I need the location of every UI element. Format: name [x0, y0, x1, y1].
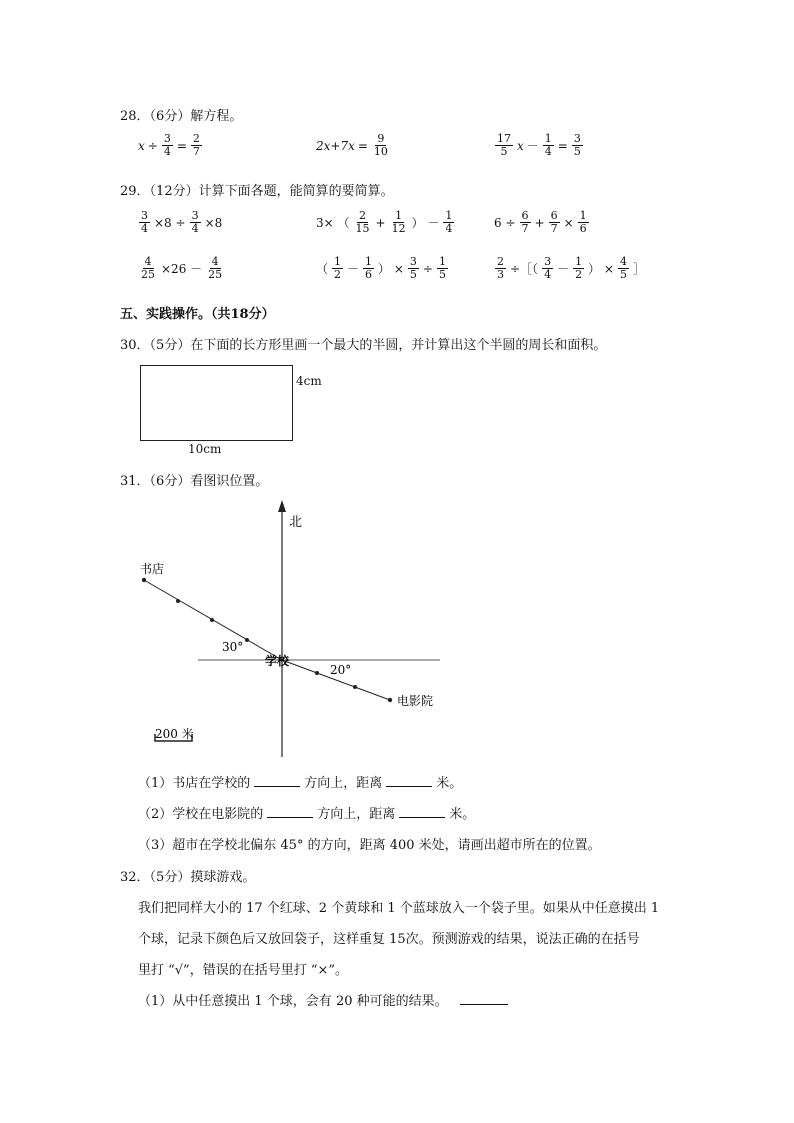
fraction: $\frac{4}{5}$	[619, 255, 627, 281]
fraction: $\frac{2}{7}$	[192, 132, 200, 158]
answer-blank[interactable]	[460, 992, 508, 1005]
rectangle-height-label: 4cm	[296, 374, 322, 388]
fraction: $\frac{1}{4}$	[445, 209, 453, 235]
section-heading: 五、实践操作。（共18分）	[120, 307, 275, 322]
q32-title: 32．（5分）摸球游戏。	[120, 870, 256, 885]
q28-title: 28．（6分）解方程。	[120, 109, 243, 124]
fraction: $\frac{1}{4}$	[544, 132, 552, 158]
angle-20-label: 20°	[330, 663, 352, 677]
scale-dot	[176, 599, 180, 603]
fraction: $\frac{1}{2}$	[575, 255, 583, 281]
scale-dot	[315, 671, 319, 675]
q28-equation-2: 2x+7x = $\frac{9}{10}$	[316, 132, 388, 158]
cinema-point	[388, 698, 392, 702]
scale-dot	[245, 638, 249, 642]
fraction: $\frac{6}{7}$	[550, 209, 558, 235]
q29-expression-1: $\frac{3}{4}$ ×8 ÷ $\frac{3}{4}$ ×8	[141, 209, 223, 235]
fraction: $\frac{3}{5}$	[409, 255, 417, 281]
q29-expression-4: $\frac{4}{25}$ ×26 － $\frac{4}{25}$	[141, 255, 223, 281]
q31-title: 31．（6分）看图识位置。	[120, 474, 269, 489]
angle-30-label: 30°	[222, 640, 244, 654]
answer-blank[interactable]	[386, 774, 432, 787]
q32-paragraph-line-1: 我们把同样大小的 17 个红球、2 个黄球和 1 个蓝球放入一个袋子里。如果从中任意摸出 1	[138, 901, 660, 916]
bookstore-label: 书店	[140, 562, 165, 576]
fraction: $\frac{1}{2}$	[334, 255, 342, 281]
fraction: $\frac{9}{10}$	[373, 132, 388, 158]
answer-blank[interactable]	[267, 805, 313, 818]
scale-dot	[210, 618, 214, 622]
q28-equation-1: x ÷ $\frac{3}{4}$ = $\frac{2}{7}$	[138, 132, 200, 158]
answer-blank[interactable]	[399, 805, 445, 818]
rectangle-width-label: 10cm	[188, 442, 222, 456]
q31-subquestion-2: （2）学校在电影院的 方向上，距离 米。	[138, 807, 476, 822]
fraction: $\frac{2}{15}$	[355, 209, 370, 235]
q29-expression-6: $\frac{2}{3}$ ÷［（ $\frac{3}{4}$ － $\frac{1}{2}$ ） × $\frac{4}{5}$ ］	[497, 255, 645, 281]
q28-equation-3: $\frac{17}{5}$ x － $\frac{1}{4}$ = $\frac{3}{5}$	[497, 132, 581, 158]
q31-subquestion-3: （3）超市在学校北偏东 45° 的方向，距离 400 米处，请画出超市所在的位置。	[138, 838, 601, 853]
fraction: $\frac{3}{4}$	[191, 209, 199, 235]
fraction: $\frac{17}{5}$	[497, 132, 511, 158]
fraction: $\frac{3}{5}$	[573, 132, 581, 158]
fraction: $\frac{4}{25}$	[208, 255, 223, 281]
fraction: $\frac{1}{6}$	[579, 209, 587, 235]
fraction: $\frac{2}{3}$	[497, 255, 504, 281]
fraction: $\frac{3}{4}$	[544, 255, 552, 281]
fraction: $\frac{3}{4}$	[141, 209, 148, 235]
scale-dot	[353, 685, 357, 689]
q29-expression-3: 6 ÷ $\frac{6}{7}$ + $\frac{6}{7}$ × $\frac{1}{6}$	[494, 209, 587, 235]
q30-title: 30．（5分）在下面的长方形里画一个最大的半圆，并计算出这个半圆的周长和面积。	[120, 338, 607, 353]
school-label: 学校	[265, 654, 290, 668]
cinema-label: 电影院	[397, 694, 434, 708]
fraction: $\frac{3}{4}$	[163, 132, 171, 158]
fraction: $\frac{1}{5}$	[438, 255, 446, 281]
q31-subquestion-1: （1）书店在学校的 方向上，距离 米。	[138, 776, 463, 791]
q32-paragraph-line-3: 里打 “√”，错误的在括号里打 “×”。	[138, 963, 349, 978]
q32-paragraph-line-2: 个球，记录下颜色后又放回袋子，这样重复 15次。预测游戏的结果，说法正确的在括号	[138, 932, 640, 947]
north-arrow-icon	[278, 500, 286, 512]
bookstore-point	[142, 578, 146, 582]
scale-label: 200 米	[155, 727, 194, 741]
fraction: $\frac{1}{6}$	[365, 255, 373, 281]
fraction: $\frac{1}{12}$	[391, 209, 406, 235]
fraction: $\frac{4}{25}$	[141, 255, 155, 281]
fraction: $\frac{6}{7}$	[521, 209, 529, 235]
q29-title: 29．（12分）计算下面各题，能简算的要简算。	[120, 184, 394, 199]
answer-blank[interactable]	[254, 774, 300, 787]
q29-expression-5: （ $\frac{1}{2}$ － $\frac{1}{6}$ ） × $\frac{3}{5}$ ÷ $\frac{1}{5}$	[316, 255, 446, 281]
north-label: 北	[289, 515, 303, 530]
q32-subquestion-1: （1）从中任意摸出 1 个球，会有 20 种可能的结果。	[138, 990, 512, 1009]
q29-expression-2: 3× （ $\frac{2}{15}$ + $\frac{1}{12}$ ） － $\frac{1}{4}$	[316, 209, 453, 235]
